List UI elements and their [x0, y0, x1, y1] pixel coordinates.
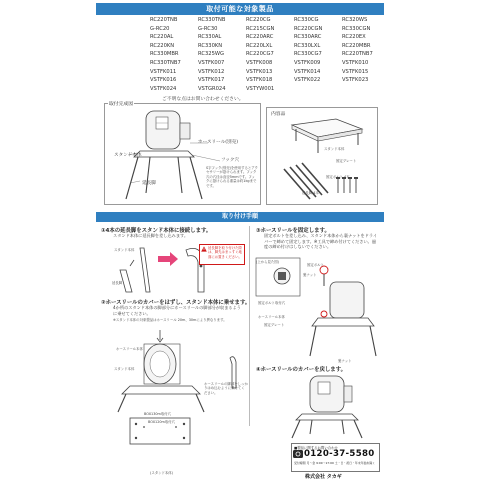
warning-text: 延長脚を取り付けた際は、脚先はまっすぐ地面にお置きください。 — [208, 246, 242, 259]
click-label: カチッ — [174, 246, 185, 250]
model-item: VSTFK008 — [246, 59, 273, 66]
step2-title: ②ホースリールのカバーをはずし、スタンド本体に乗せます。 — [101, 300, 251, 306]
extension-leg-label: 延長脚 — [142, 181, 156, 186]
model-item: VSTFK023 — [342, 77, 369, 84]
step1-stand-label: スタンド本体 — [114, 248, 135, 252]
model-item: VSTFK013 — [246, 68, 273, 75]
model-item: RC330KN — [198, 42, 223, 49]
model-item: G-RC20 — [150, 25, 170, 32]
contents-illustration — [266, 107, 378, 205]
model-item: RC220LXL — [246, 42, 273, 49]
hook-note: S字フック(別売)を使用するとアクセサリーが掛けられます。フック穴の穴径は直径5mmです。フックに掛けられる重量は約1kgまでです。 — [206, 166, 258, 188]
box120-label: BOX120m取付穴 — [148, 420, 175, 424]
step1-extension-label: 延長脚 — [112, 281, 123, 285]
model-item: RC220KN — [150, 42, 175, 49]
model-item: RC320WS — [342, 17, 368, 23]
contents-screws-label: 固定ボルト 4本 — [326, 175, 350, 179]
model-item: VSTFK017 — [198, 77, 225, 84]
model-item: RC220CGN — [294, 25, 323, 32]
model-item: RC220EX — [342, 34, 366, 41]
model-item: RC330CG — [294, 17, 319, 23]
model-item: VSTFK009 — [294, 59, 321, 66]
nut-label: 裏ナット — [303, 273, 317, 277]
step2-reel-label: ホースリール本体 — [116, 347, 143, 351]
box130-label: BOX130m取付穴 — [144, 412, 171, 416]
hose-reel-label: ホースリール(別売) — [198, 140, 239, 145]
completed-assembly-title: 取付完成図 — [109, 102, 133, 107]
model-item: RC220CG — [246, 17, 271, 23]
warning-icon — [201, 246, 207, 252]
contact-heading: ■製品に関するお問い合わせ — [294, 446, 338, 450]
model-item: VSTFK024 — [150, 85, 177, 92]
model-item: RC220TNB7 — [342, 51, 373, 58]
model-item: VSTFK018 — [246, 77, 273, 84]
step3-title: ③ホースリールを固定します。 — [256, 228, 330, 234]
hook-hole-label: フック穴 — [221, 158, 240, 163]
products-header: 取付可能な対象製品 — [96, 3, 384, 15]
model-item: VSTFK016 — [150, 77, 177, 84]
step1-title: ①4本の延長脚をスタンド本体に接続します。 — [101, 228, 212, 234]
model-item: RC220TNB — [150, 17, 178, 23]
model-item: RC330LXL — [294, 42, 321, 49]
model-item: RC220MBR — [342, 42, 371, 49]
contents-title: 内容品 — [271, 112, 286, 117]
nut2-label: 裏ナット — [338, 359, 352, 363]
model-item — [342, 85, 390, 94]
step2-note: ※スタンド本体の対象製品はホースリール 20m、30mにより異なります。 — [113, 318, 227, 322]
model-item: RC330ARC — [294, 34, 322, 41]
model-item: RC330TNB — [198, 17, 226, 23]
installation-steps-header: 取り付け手順 — [96, 212, 384, 222]
column-divider — [249, 226, 250, 426]
model-item: RC220ARC — [246, 34, 274, 41]
model-item: G-RC30 — [198, 25, 218, 32]
model-item: VSTYW001 — [246, 85, 275, 92]
bolt-hole-label: 固定ボルト取付穴 — [258, 301, 286, 305]
step4-illustration — [280, 372, 370, 440]
model-item: RC330CGN — [342, 25, 371, 32]
model-item: RC330MBR — [150, 51, 179, 58]
company-name: 株式会社 タカギ — [305, 474, 342, 480]
top-view-cross-label: (上から見た図) — [256, 260, 279, 264]
model-item: VSTFK007 — [198, 59, 225, 66]
step2-text: 4か所のスタンド本体の脚部分にホースリールの脚部分が収まるように乗せてください。 — [113, 305, 241, 316]
step4-title: ④ホースリールのカバーを戻します。 — [256, 367, 347, 373]
bolt-label: 固定ボルト — [307, 263, 324, 267]
model-item: VSTFK012 — [198, 68, 225, 75]
model-item: VSTFK022 — [294, 77, 321, 84]
contact-hours: 受付時間 月〜金 9:00〜17:00 土・日・祝日・年末年始を除く — [294, 461, 376, 465]
inquiry-notice: ご不明な点はお問い合わせください。 — [162, 97, 244, 102]
step2-cover-note: ホースリールの脚部をしっかりはめ込むように乗せてください。 — [204, 382, 248, 395]
step1-text: スタンド本体に延長脚を差し込みます。 — [113, 233, 189, 238]
top-view-label: (スタンド本体) — [150, 471, 173, 475]
model-item: RC220CG7 — [246, 51, 274, 58]
model-item: RC330CG7 — [294, 51, 322, 58]
model-item: RC330AL — [198, 34, 222, 41]
model-item: RC330TNB7 — [150, 59, 181, 66]
model-item: RC220AL — [150, 34, 174, 41]
stand-body-label: スタンド本体 — [114, 153, 142, 158]
freedial-icon — [293, 450, 303, 458]
freedial-number: 0120-37-5580 — [304, 449, 375, 459]
step3-text: 固定ボルトを差し込み、スタンド本体から裏ナットをドライバーで締めて固定します。※工具で締め付けてください。過度の締め付けはしないでください。 — [264, 233, 378, 250]
contents-legs-label: 延長脚 4本 — [302, 191, 319, 195]
model-item: RC325WG — [198, 51, 225, 58]
contents-stand-label: スタンド本体 — [324, 147, 345, 151]
model-item — [294, 85, 342, 94]
fixing-plate-label: 固定プレート — [264, 323, 285, 327]
contents-plate-label: 固定プレート — [336, 159, 357, 163]
model-item: VSTFK011 — [150, 68, 177, 75]
model-item: VSTFK010 — [342, 59, 369, 66]
model-item: VSTGR024 — [198, 85, 226, 92]
step3-illustration — [252, 252, 380, 362]
model-item: VSTFK014 — [294, 68, 321, 75]
model-item: VSTFK015 — [342, 68, 369, 75]
model-item: RC215CGN — [246, 25, 275, 32]
compatible-models-list — [150, 16, 390, 93]
step2-stand-label: スタンド本体 — [114, 367, 135, 371]
step3-reel-label: ホースリール本体 — [258, 315, 285, 319]
